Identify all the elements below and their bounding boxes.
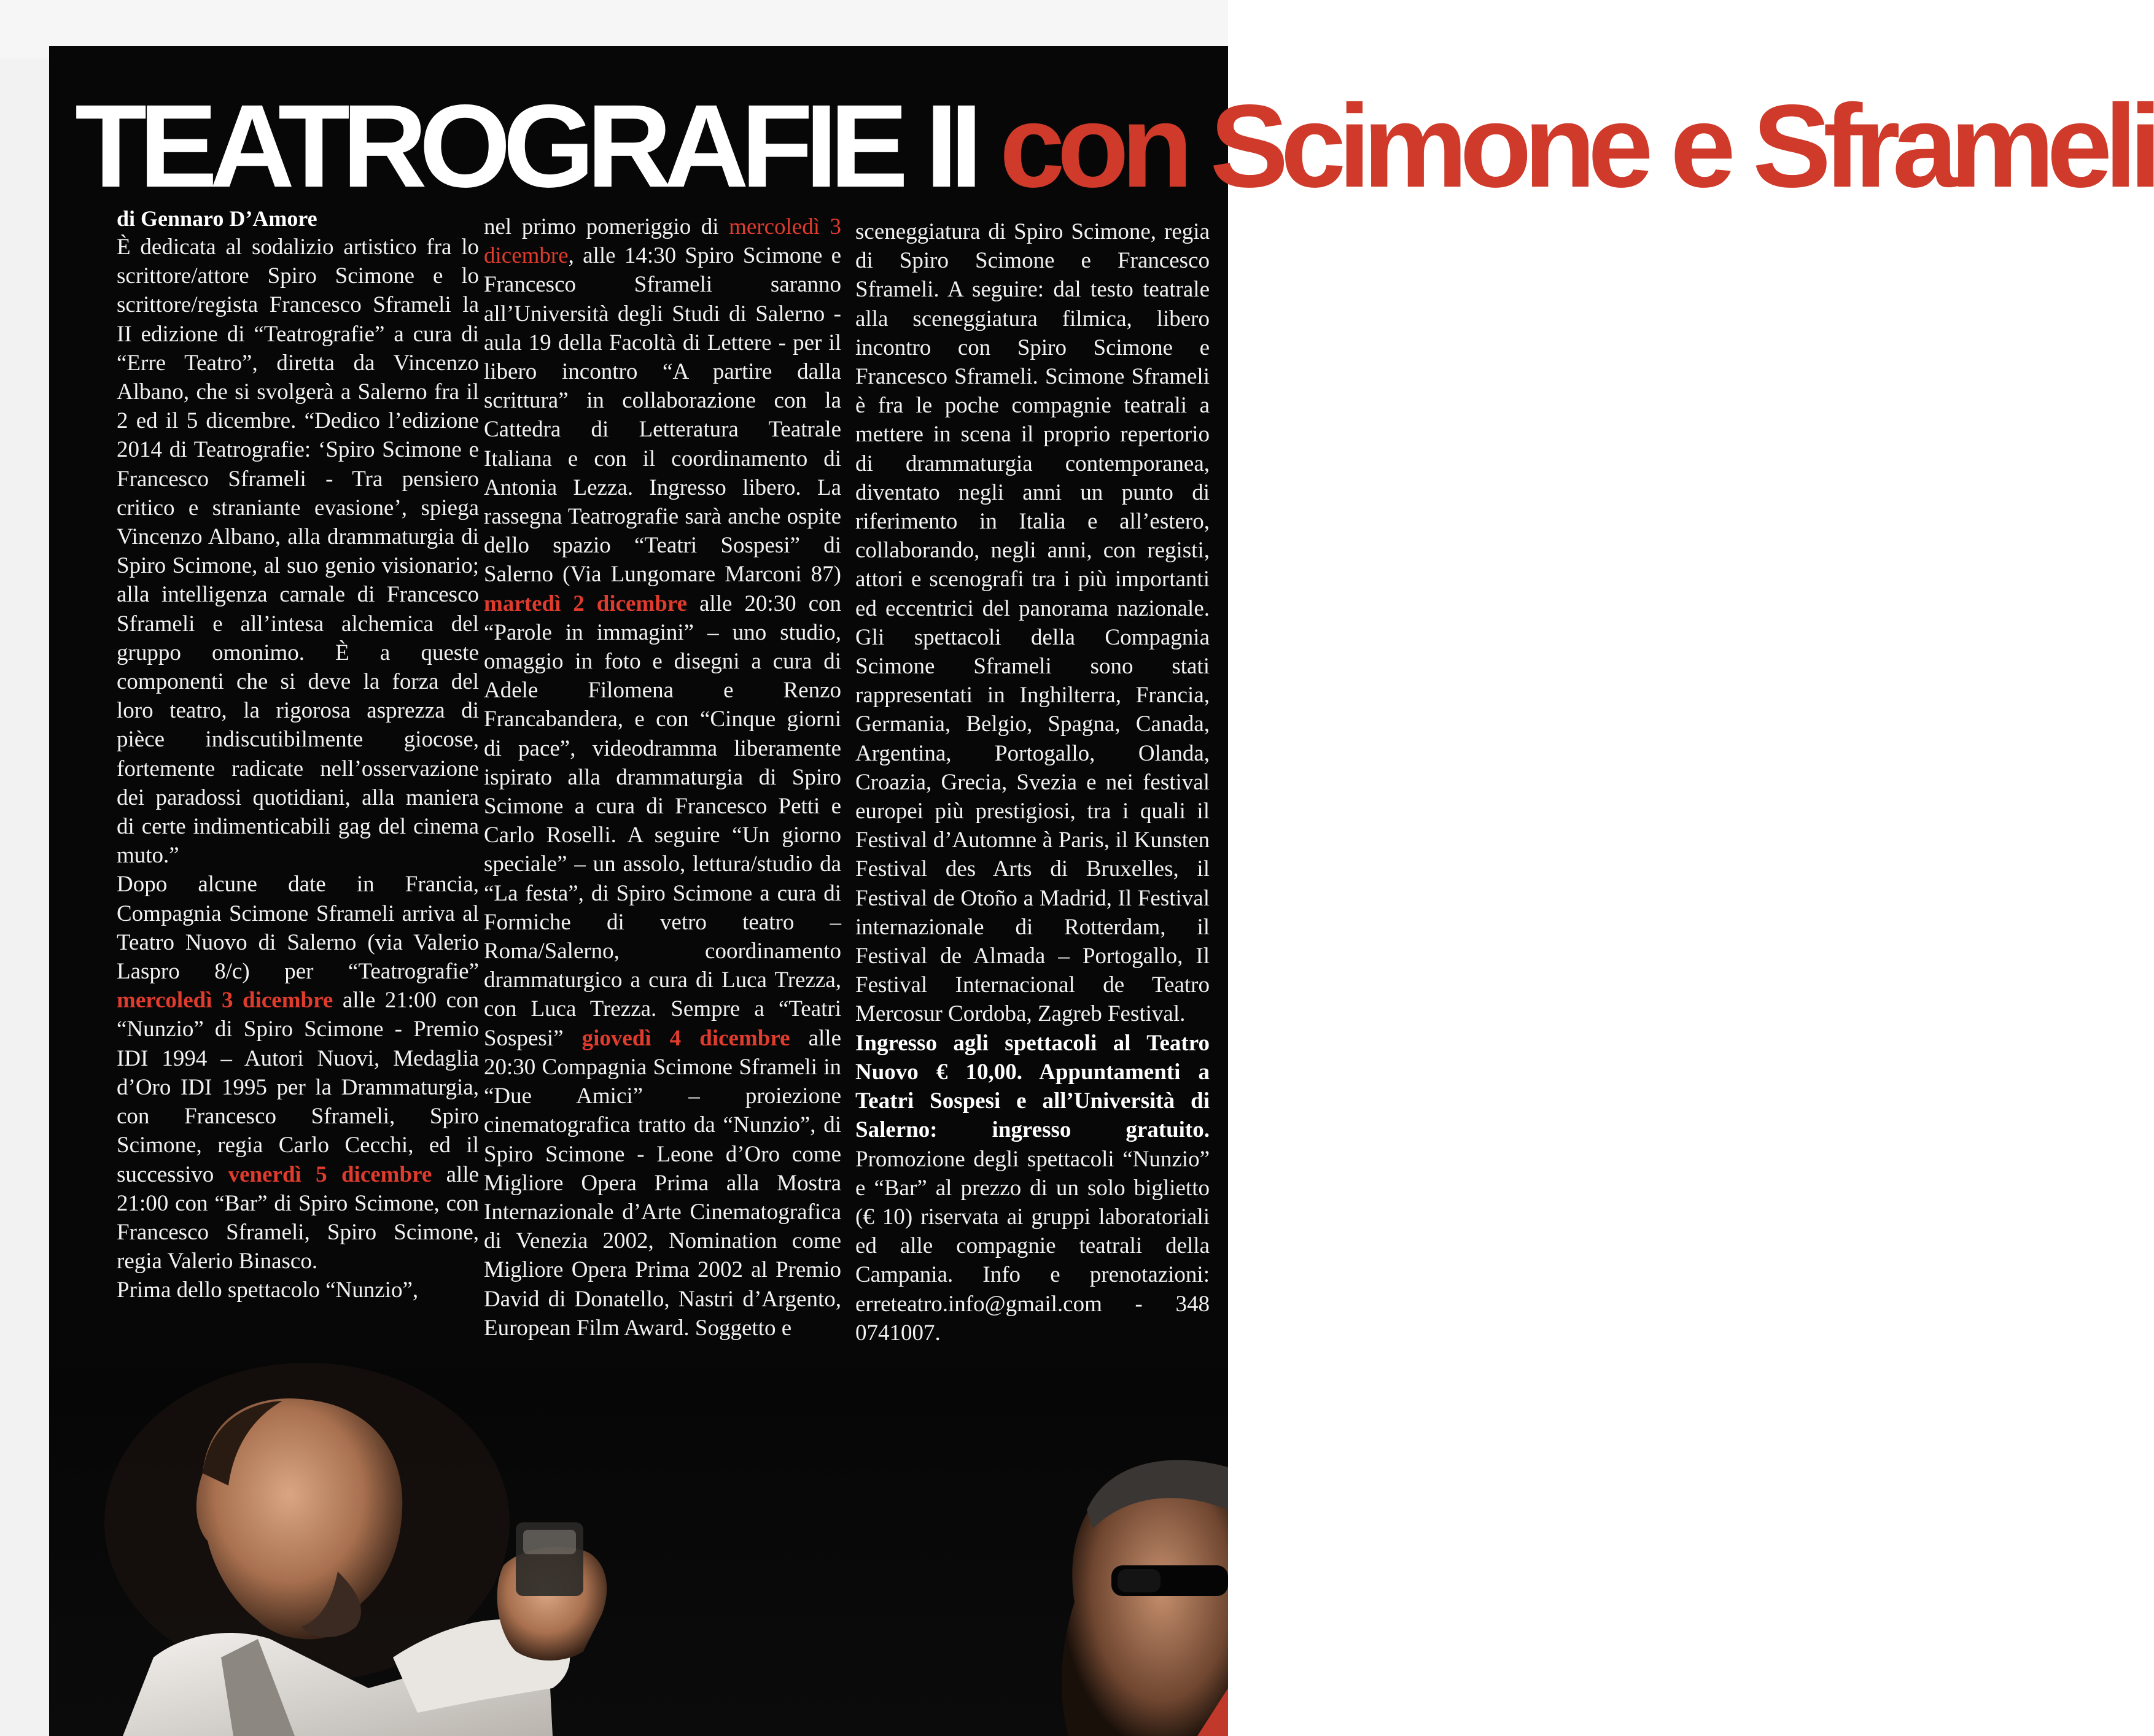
paragraph-intro: È dedicata al sodalizio artistico fra lo scrittore/attore Spiro Scimone e lo scrittore/regista Francesco Sframeli la II edizione di “Teatrografie” a cura di “Erre Teatro”, diretta da Vincenzo Albano, che si svolgerà a Salerno fra il 2 ed il 5 dicembre. “Dedico l’edizione 2014 di Teatrografie: ‘Spiro Scimone e Francesco Sframeli - Tra pensiero critico e straniante evasione’, spiega Vincenzo Albano, alla drammaturgia di Spiro Scimone, al suo genio visionario; alla intelligenza carnale di Francesco Sframeli e all’intesa alchemica del gruppo omonimo. È a queste componenti che si deve la forza del loro teatro, la rigorosa asprezza di pièce indiscutibilmente giocose, fortemente radicate nell’osservazione dei paradossi quotidiani, alla maniera di certe indimenticabili gag del cinema muto.” (117, 234, 479, 869)
paragraph-events (484, 212, 841, 1343)
text-segment: alle 21:00 con “Nunzio” di Spiro Scimone - Premio IDI 1994 – Autori Nuovi, Medaglia d’Oro IDI 1995 per la Drammaturgia, con Francesco Sframeli, Spiro Scimone, regia Carlo Cecchi, ed il successivo (117, 988, 480, 1187)
headline (75, 72, 2154, 220)
date-highlight: venerdì 5 dicembre (228, 1161, 432, 1187)
paragraph-events-start: Prima dello spettacolo “Nunzio”, (117, 1277, 419, 1303)
byline: di Gennaro D’Amore (117, 206, 317, 231)
stage-photo-illustration (49, 1369, 1228, 1736)
paragraph-program (117, 870, 479, 1276)
headline-red: con Scimone e Sframeli (999, 80, 2154, 212)
ticket-info: Promozione degli spettacoli “Nunzio” e “Bar” al prezzo di un solo biglietto (€ 10) riservata ai gruppi laboratoriali ed alle compagnie teatrali della Campania. Info e prenotazioni: erreteatro.info@gmail.com - 348 0741007. (855, 1146, 1210, 1346)
headline-white: TEATROGRAFIE II (75, 80, 975, 212)
column-2 (484, 212, 841, 1343)
date-highlight: giovedì 4 dicembre (581, 1025, 790, 1051)
column-1 (117, 204, 479, 1305)
stage-photo (49, 1369, 1228, 1736)
paragraph-events-continued: sceneggiatura di Spiro Scimone, regia di Spiro Scimone e Francesco Sframeli. A seguire: dal testo teatrale alla sceneggiatura filmica, libero incontro con Spiro Scimone e Francesco Sframeli. Scimone Sframeli è fra le poche compagnie teatrali a mettere in scena il proprio repertorio di drammaturgia contemporanea, diventato negli anni un punto di riferimento in Italia e all’estero, collaborando, negli anni, con registi, attori e scenografi tra i più importanti ed eccentrici del panorama nazionale. Gli spettacoli della Compagnia Scimone Sframeli sono stati rappresentati in Inghilterra, Francia, Germania, Belgio, Spagna, Canada, Argentina, Portogallo, Olanda, Croazia, Grecia, Svezia e nei festival europei più prestigiosi, tra i quali il Festival d’Automne à Paris, il Kunsten Festival des Arts di Bruxelles, il Festival de Otoño a Madrid, Il Festival internazionale di Rotterdam, il Festival de Almada – Portogallo, Il Festival Internacional de Teatro Mercosur Cordoba, Zagreb Festival. (855, 219, 1210, 1027)
text-segment: , alle 14:30 Spiro Scimone e Francesco Sframeli saranno all’Università degli Studi di Salerno - aula 19 della Facoltà di Lettere - per il libero incontro “A partire dalla scrittura” in collaborazione con la Cattedra di Letteratura Teatrale Italiana e con il coordinamento di Antonia Lezza. Ingresso libero. La rassegna Teatrografie sarà anche ospite dello spazio “Teatri Sospesi” di Salerno (Via Lungomare Marconi 87) (484, 243, 841, 587)
text-segment: nel primo pomeriggio di (484, 214, 719, 239)
text-segment: alle 21:00 con “Bar” di Spiro Scimone, con Francesco Sframeli, Spiro Scimone, regia Valerio Binasco. (117, 1161, 480, 1274)
text-segment: Dopo alcune date in Francia, Compagnia Scimone Sframeli arriva al Teatro Nuovo di Salerno (via Valerio Laspro 8/c) per “Teatrografie” (117, 872, 479, 985)
paragraph-tickets (855, 1029, 1210, 1347)
scan-margin-left (0, 58, 49, 1736)
date-highlight: mercoledì 3 dicembre (117, 988, 333, 1013)
date-highlight: martedì 2 dicembre (484, 591, 688, 616)
ticket-info-bold: Ingresso agli spettacoli al Teatro Nuovo € 10,00. Appuntamenti a Teatri Sospesi e all’Università di Salerno: ingresso gratuito. (855, 1030, 1210, 1143)
column-3 (855, 217, 1210, 1347)
text-segment: alle 20:30 Compagnia Scimone Sframeli in “Due Amici” – proiezione cinematografica tratto da “Nunzio”, di Spiro Scimone - Leone d’Oro come Migliore Opera Prima alla Mostra Internazionale d’Arte Cinematografica di Venezia 2002, Nomination come Migliore Opera Prima 2002 al Premio David di Donatello, Nastri d’Argento, European Film Award. Soggetto e (484, 1025, 841, 1341)
text-segment: alle 20:30 con “Parole in immagini” – uno studio, omaggio in foto e disegni a cura di Adele Filomena e Renzo Francabandera, e con “Cinque giorni di pace”, videodramma liberamente ispirato alla drammaturgia di Spiro Scimone a cura di Francesco Petti e Carlo Roselli. A seguire “Un giorno speciale” – un assolo, lettura/studio da “La festa”, di Spiro Scimone a cura di Formiche di vetro teatro – Roma/Salerno, coordinamento drammaturgico a cura di Luca Trezza, con Luca Trezza. Sempre a “Teatri Sospesi” (484, 591, 841, 1051)
date-highlight: mercoledì 3 dicembre (484, 214, 841, 269)
